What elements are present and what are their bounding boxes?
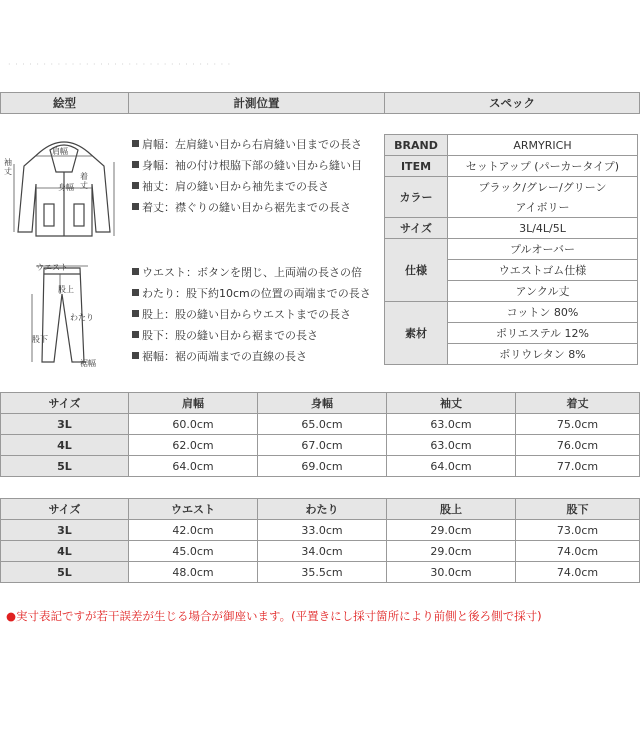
note-waist: ウエスト：ボタンを閉じ、上両端の長さの倍 <box>132 262 371 283</box>
header-spec: スペック <box>385 93 640 114</box>
label-shoulder: 肩幅 <box>52 147 68 156</box>
note-hem: 裾幅：裾の両端までの直線の長さ <box>132 346 371 367</box>
table-cell: 74.0cm <box>516 541 640 562</box>
table-header-cell: 着丈 <box>516 393 640 414</box>
table-row <box>1 562 640 583</box>
spec-color-value-1: ブラック/グレー/グリーン <box>448 177 638 198</box>
spec-brand-value: ARMYRICH <box>448 135 638 156</box>
table-cell: 29.0cm <box>387 520 516 541</box>
table-header-row <box>1 499 640 520</box>
spec-row-material-1 <box>385 302 638 323</box>
note-inseam: 股下：股の縫い目から裾までの長さ <box>132 325 371 346</box>
table-cell: 77.0cm <box>516 456 640 477</box>
square-bullet-icon <box>132 182 139 189</box>
square-bullet-icon <box>132 289 139 296</box>
pants-icon <box>14 258 124 370</box>
label-sleeve: 袖丈 <box>4 158 12 176</box>
table-cell: 64.0cm <box>387 456 516 477</box>
spec-table <box>384 134 638 365</box>
table-cell: 45.0cm <box>129 541 258 562</box>
table-cell: 69.0cm <box>258 456 387 477</box>
spec-brand-label: BRAND <box>385 135 448 156</box>
note-length: 着丈：襟ぐりの縫い目から裾先までの長さ <box>132 197 362 218</box>
note-shoulder: 肩幅：左肩縫い目から右肩縫い目までの長さ <box>132 134 362 155</box>
table-row <box>1 541 640 562</box>
spec-style-value: プルオーバー <box>448 239 638 260</box>
table-cell: 67.0cm <box>258 435 387 456</box>
table-cell: 73.0cm <box>516 520 640 541</box>
spec-color-value-2: アイボリー <box>448 197 638 218</box>
square-bullet-icon <box>132 352 139 359</box>
header-illustration: 絵型 <box>1 93 129 114</box>
table-header-cell: 袖丈 <box>387 393 516 414</box>
bottom-size-table <box>0 498 640 583</box>
table-cell: 76.0cm <box>516 435 640 456</box>
label-rise: 股上 <box>58 285 74 294</box>
table-header-cell: ウエスト <box>129 499 258 520</box>
square-bullet-icon <box>132 161 139 168</box>
spec-row-size <box>385 218 638 239</box>
table-cell: 5L <box>1 456 129 477</box>
measurement-disclaimer: ●実寸表記ですが若干誤差が生じる場合が御座います。(平置きにし採寸箇所により前側と後ろ側で採寸) <box>6 609 542 623</box>
table-cell: 42.0cm <box>129 520 258 541</box>
table-cell: 4L <box>1 541 129 562</box>
label-length: 着丈 <box>80 172 88 190</box>
spec-color-label: カラー <box>385 177 448 218</box>
square-bullet-icon <box>132 310 139 317</box>
note-sleeve: 袖丈：肩の縫い目から袖先までの長さ <box>132 176 362 197</box>
spec-size-label: サイズ <box>385 218 448 239</box>
spec-item-value: セットアップ (パーカータイプ) <box>448 156 638 177</box>
table-header-cell: サイズ <box>1 499 129 520</box>
table-cell: 62.0cm <box>129 435 258 456</box>
table-cell: 48.0cm <box>129 562 258 583</box>
label-body: 身幅 <box>58 183 74 192</box>
spec-style-label: 仕様 <box>385 239 448 302</box>
spec-row-brand <box>385 135 638 156</box>
square-bullet-icon <box>132 140 139 147</box>
hoodie-illustration <box>0 132 128 244</box>
table-cell: 3L <box>1 520 129 541</box>
square-bullet-icon <box>132 268 139 275</box>
table-cell: 30.0cm <box>387 562 516 583</box>
table-header-cell: 肩幅 <box>129 393 258 414</box>
table-cell: 34.0cm <box>258 541 387 562</box>
table-row <box>1 414 640 435</box>
spec-item-label: ITEM <box>385 156 448 177</box>
table-cell: 29.0cm <box>387 541 516 562</box>
table-header-cell: 股下 <box>516 499 640 520</box>
table-cell: 60.0cm <box>129 414 258 435</box>
table-cell: 33.0cm <box>258 520 387 541</box>
table-header-cell: 股上 <box>387 499 516 520</box>
spec-style-value: ウエストゴム仕様 <box>448 260 638 281</box>
faded-top-strip: · · · · · · · · · · · · · · · · · · · · · · · · · · · · · · · · <box>8 60 232 69</box>
table-cell: 65.0cm <box>258 414 387 435</box>
spec-material-value: ポリエステル 12% <box>448 323 638 344</box>
spec-size-value: 3L/4L/5L <box>448 218 638 239</box>
table-cell: 3L <box>1 414 129 435</box>
table-header-cell: わたり <box>258 499 387 520</box>
table-header-cell: 身幅 <box>258 393 387 414</box>
table-header-row <box>1 393 640 414</box>
table-cell: 5L <box>1 562 129 583</box>
note-thigh: わたり：股下約10cmの位置の両端までの長さ <box>132 283 371 304</box>
spec-material-value: コットン 80% <box>448 302 638 323</box>
table-row <box>1 520 640 541</box>
table-cell: 74.0cm <box>516 562 640 583</box>
bottom-measure-notes <box>132 262 371 367</box>
label-waist: ウエスト <box>36 263 68 272</box>
table-row <box>1 456 640 477</box>
table-cell: 63.0cm <box>387 435 516 456</box>
spec-style-value: アンクル丈 <box>448 281 638 302</box>
table-cell: 75.0cm <box>516 414 640 435</box>
spec-row-style-1 <box>385 239 638 260</box>
table-cell: 64.0cm <box>129 456 258 477</box>
top-measure-notes <box>132 134 362 218</box>
note-body: 身幅：袖の付け根脇下部の縫い目から縫い目 <box>132 155 362 176</box>
pants-illustration <box>14 258 124 370</box>
header-measure: 計測位置 <box>129 93 385 114</box>
top-size-table <box>0 392 640 477</box>
table-cell: 4L <box>1 435 129 456</box>
spec-row-item <box>385 156 638 177</box>
spec-row-color-1 <box>385 177 638 198</box>
table-header-cell: サイズ <box>1 393 129 414</box>
label-thigh: わたり <box>70 313 94 322</box>
label-inseam: 股下 <box>32 335 48 344</box>
label-hem: 裾幅 <box>80 359 96 368</box>
spec-material-value: ポリウレタン 8% <box>448 344 638 365</box>
spec-header-table <box>0 92 640 114</box>
square-bullet-icon <box>132 203 139 210</box>
note-rise: 股上：股の縫い目からウエストまでの長さ <box>132 304 371 325</box>
table-cell: 35.5cm <box>258 562 387 583</box>
table-row <box>1 435 640 456</box>
table-cell: 63.0cm <box>387 414 516 435</box>
spec-material-label: 素材 <box>385 302 448 365</box>
square-bullet-icon <box>132 331 139 338</box>
